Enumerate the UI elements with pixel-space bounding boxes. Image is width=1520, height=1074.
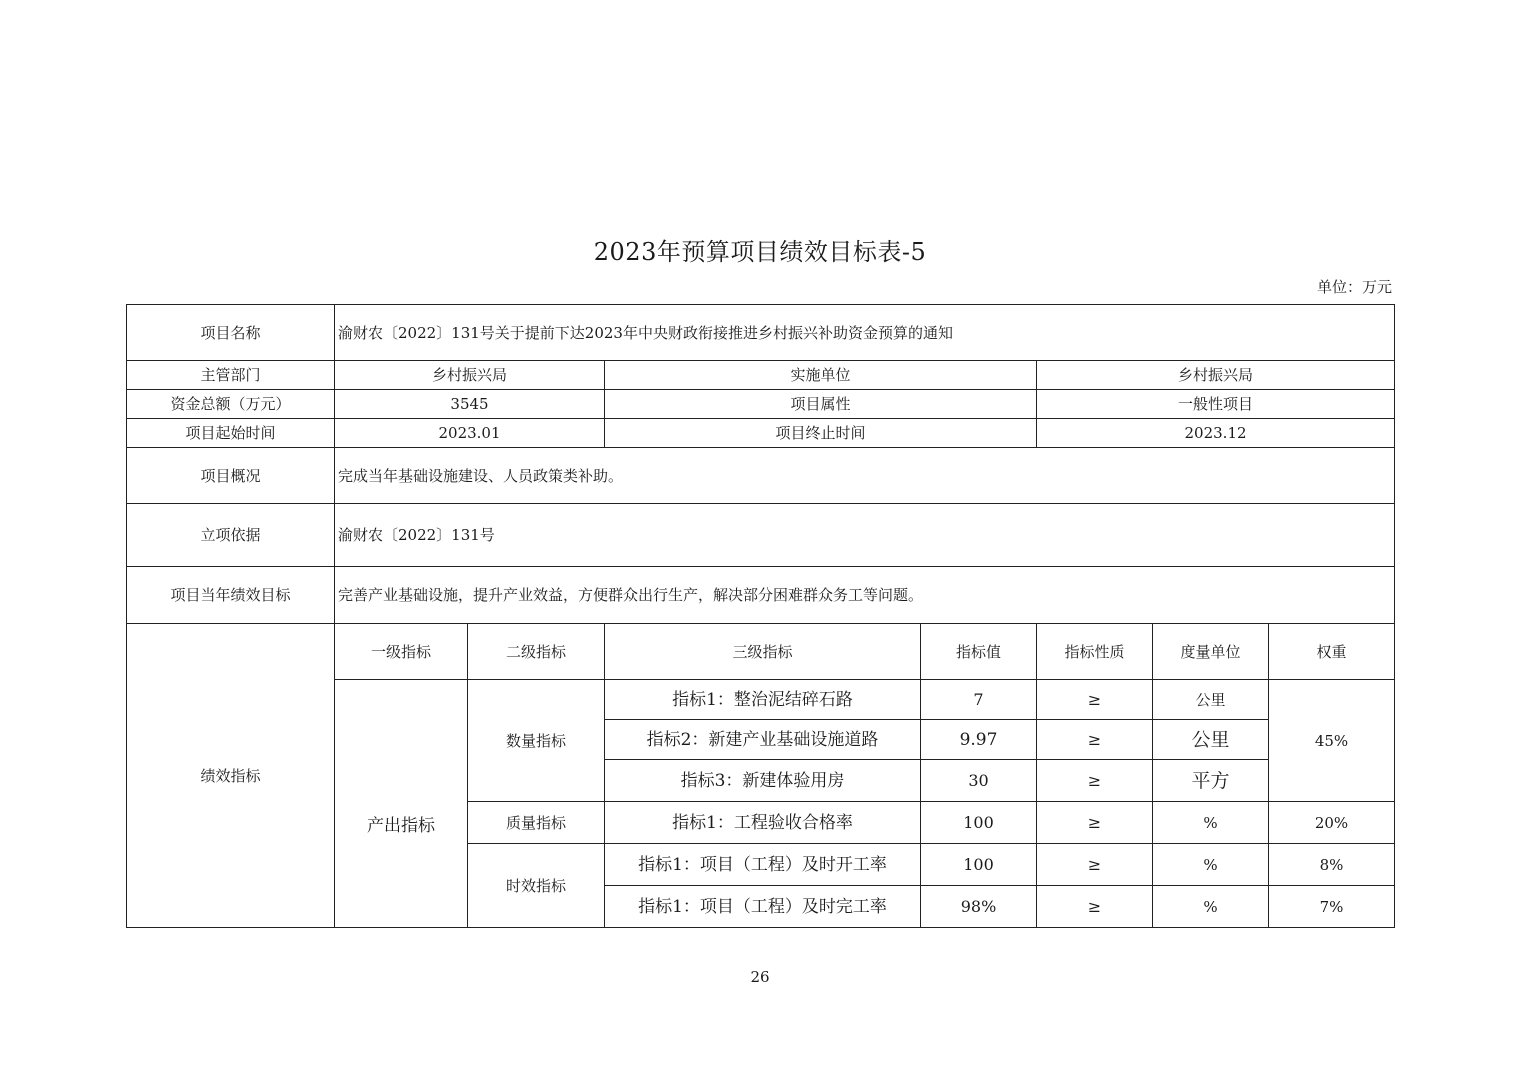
row-period [127,419,1395,448]
document-title: 2023年预算项目绩效目标表-5 [593,238,927,266]
indicator-nature: ≥ [1037,802,1153,844]
dept-label: 主管部门 [127,361,335,390]
indicator-value: 98% [921,886,1037,928]
indicator-name: 指标1：项目（工程）及时开工率 [605,844,921,886]
indicator-unit: 平方 [1153,760,1269,802]
overview-label: 项目概况 [127,448,335,504]
indicator-value: 100 [921,802,1037,844]
level2-timeliness: 时效指标 [468,844,605,928]
header-weight: 权重 [1269,624,1395,680]
level2-quality: 质量指标 [468,802,605,844]
overview-value: 完成当年基础设施建设、人员政策类补助。 [335,448,1395,504]
row-project-name [127,305,1395,361]
basis-label: 立项依据 [127,504,335,567]
level2-quantity: 数量指标 [468,680,605,802]
indicator-header-row [127,624,1395,680]
row-department [127,361,1395,390]
header-unit: 度量单位 [1153,624,1269,680]
row-goal [127,567,1395,624]
indicator-nature: ≥ [1037,886,1153,928]
attr-value: 一般性项目 [1037,390,1395,419]
indicator-value: 7 [921,680,1037,720]
indicator-nature: ≥ [1037,720,1153,760]
indicator-nature: ≥ [1037,760,1153,802]
indicator-weight: 7% [1269,886,1395,928]
performance-target-table [126,304,1395,928]
attr-label: 项目属性 [605,390,1037,419]
basis-value: 渝财农〔2022〕131号 [335,504,1395,567]
indicator-weight: 8% [1269,844,1395,886]
indicator-unit: 公里 [1153,720,1269,760]
funds-label: 资金总额（万元） [127,390,335,419]
page-number: 26 [750,968,770,986]
indicator-value: 100 [921,844,1037,886]
row-funds [127,390,1395,419]
header-level3: 三级指标 [605,624,921,680]
dept-value: 乡村振兴局 [335,361,605,390]
indicator-nature: ≥ [1037,844,1153,886]
indicator-name: 指标2：新建产业基础设施道路 [605,720,921,760]
indicator-nature: ≥ [1037,680,1153,720]
indicator-name: 指标1：工程验收合格率 [605,802,921,844]
indicator-name: 指标1：项目（工程）及时完工率 [605,886,921,928]
indicator-unit: % [1153,802,1269,844]
indicator-name: 指标1：整治泥结碎石路 [605,680,921,720]
goal-label: 项目当年绩效目标 [127,567,335,624]
row-overview [127,448,1395,504]
impl-label: 实施单位 [605,361,1037,390]
indicator-value: 30 [921,760,1037,802]
goal-value: 完善产业基础设施，提升产业效益，方便群众出行生产，解决部分困难群众务工等问题。 [335,567,1395,624]
weight-quantity: 45% [1269,680,1395,802]
impl-value: 乡村振兴局 [1037,361,1395,390]
indicator-unit: % [1153,844,1269,886]
indicators-section-label: 绩效指标 [127,624,335,928]
start-value: 2023.01 [335,419,605,448]
indicator-unit: % [1153,886,1269,928]
header-level2: 二级指标 [468,624,605,680]
level1-output: 产出指标 [335,680,468,928]
indicator-name: 指标3：新建体验用房 [605,760,921,802]
indicator-unit: 公里 [1153,680,1269,720]
project-name-value: 渝财农〔2022〕131号关于提前下达2023年中央财政衔接推进乡村振兴补助资金预算的通知 [335,305,1395,361]
unit-label: 单位：万元 [1316,278,1392,296]
project-name-label: 项目名称 [127,305,335,361]
funds-value: 3545 [335,390,605,419]
header-level1: 一级指标 [335,624,468,680]
start-label: 项目起始时间 [127,419,335,448]
indicator-weight: 20% [1269,802,1395,844]
indicator-value: 9.97 [921,720,1037,760]
row-basis [127,504,1395,567]
end-label: 项目终止时间 [605,419,1037,448]
end-value: 2023.12 [1037,419,1395,448]
header-value: 指标值 [921,624,1037,680]
header-nature: 指标性质 [1037,624,1153,680]
